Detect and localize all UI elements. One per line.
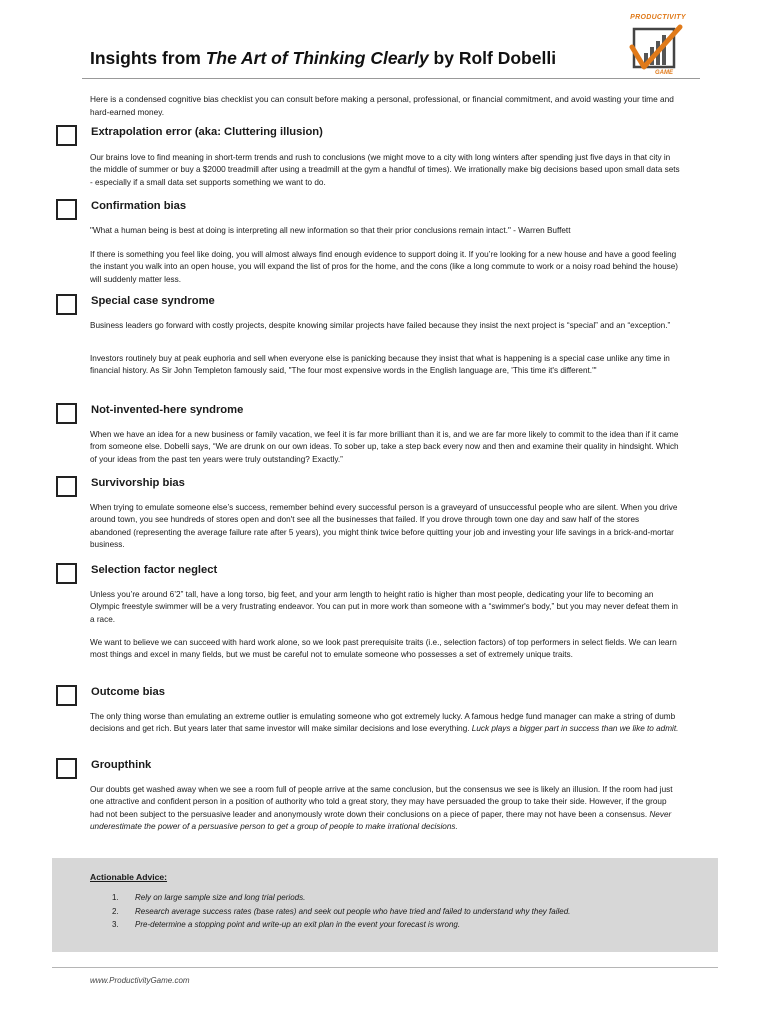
advice-item — [112, 918, 692, 932]
section-paragraph: When we have an idea for a new business or family vacation, we feel it is far more brilliant than it is, and we are far more likely to commit to the idea than if it came from someone else. Dobelli says, “We are drunk on our own ideas. To sober up, take a step back every now and then and examine their quality in hindsight. Which of your ideas from the past ten years were truly outstanding? Exactly.” — [90, 430, 679, 464]
paragraph-italic-tail: Never underestimate the power of a persuasive person to get a group of people to make irrational decisions. — [90, 809, 672, 831]
section-paragraph: Business leaders go forward with costly projects, despite knowing similar projects have failed because they insist the next project is “special” and an “exception.” — [90, 321, 671, 330]
actionable-advice-box — [52, 858, 718, 952]
title-book: The Art of Thinking Clearly — [205, 48, 429, 68]
section-paragraph — [90, 711, 682, 736]
advice-list — [112, 891, 692, 932]
section-paragraph: Investors routinely buy at peak euphoria and sell when everyone else is panicking because they insist that what is happening is a special case unlike any time in financial history. As Sir John Templeton famously said, "The four most expensive words in the English language are, 'This time it's different.'" — [90, 354, 670, 376]
section-paragraph: We want to believe we can succeed with hard work alone, so we look past prerequisite traits (i.e., selection factors) of top performers in select fields. We can learn most things and excel in many fields, but we must be careful not to emulate someone who possesses a set of extremely unique traits. — [90, 638, 677, 660]
productivity-game-logo — [624, 14, 692, 80]
advice-item-number: 2. — [112, 906, 119, 916]
checkbox[interactable] — [56, 563, 77, 584]
checkbox[interactable] — [56, 758, 77, 779]
checkbox[interactable] — [56, 294, 77, 315]
section-title: Groupthink — [91, 759, 152, 771]
title-divider — [82, 78, 700, 79]
checkbox[interactable] — [56, 403, 77, 424]
footer-divider — [52, 967, 718, 968]
advice-item — [112, 905, 692, 919]
paragraph-text: The only thing worse than emulating an extreme outlier is emulating someone who got extremely lucky. A famous hedge fund manager can make a string of dumb decisions and get rich. But years later that same investor will make similar decisions and lose everything. — [90, 712, 676, 734]
title-suffix: by Rolf Dobelli — [428, 48, 557, 68]
advice-item — [112, 891, 692, 905]
section-title: Survivorship bias — [91, 477, 185, 489]
advice-item-text: Research average success rates (base rates) and seek out people who have tried and failed to understand why they failed. — [135, 906, 571, 916]
section-paragraph: Our brains love to find meaning in short-term trends and rush to conclusions (we might move to a city with long winters after spending just five days in that city in the middle of summer or buy a $2000 treadmill after using a treadmill at the gym a handful of times). We irrationally make big decisions based upon small data sets - especially if a small data set supports something we want to do. — [90, 153, 680, 187]
checkbox[interactable] — [56, 685, 77, 706]
logo-brand-bottom: GAME — [655, 70, 673, 76]
logo-brand-top: PRODUCTIVITY — [630, 14, 686, 21]
section-title: Confirmation bias — [91, 200, 187, 212]
section-paragraph: When trying to emulate someone else’s success, remember behind every successful person is a graveyard of unsuccessful people who are silent. When you drive around town, you see hundreds of stores open and don't see all the businesses that failed. If you drove through town one day and saw half of the stores abandoned (representing the average failure rate after 5 years), you might think twice before quitting your job and investing your life savings in a brick-and-mortar business. — [90, 503, 678, 549]
advice-item-number: 3. — [112, 920, 119, 929]
checkbox[interactable] — [56, 476, 77, 497]
paragraph-italic-tail: Luck plays a bigger part in success than we like to admit. — [469, 724, 679, 734]
advice-item-text: Pre-determine a stopping point and write-up an exit plan in the event your forecast is wrong. — [135, 920, 461, 929]
checkmark-chart-icon — [628, 23, 688, 73]
section-title: Selection factor neglect — [91, 564, 218, 576]
page-title — [90, 48, 610, 69]
checkbox[interactable] — [56, 199, 77, 220]
section-paragraph — [90, 784, 682, 833]
checkbox[interactable] — [56, 125, 77, 146]
footer-url[interactable]: www.ProductivityGame.com — [90, 976, 190, 985]
advice-item-text: Rely on large sample size and long trial periods. — [135, 893, 306, 902]
section-title: Outcome bias — [91, 686, 165, 698]
section-quote: "What a human being is best at doing is interpreting all new information so that their prior conclusions remain intact." - Warren Buffett — [90, 226, 571, 235]
section-paragraph: Unless you’re around 6’2” tall, have a long torso, big feet, and your arm length to height ratio is higher than most people, dedicating your life to becoming an Olympic freestyle swimmer will be a very frustrating endeavor. You can put in more work than someone with a “swimmer's body,” but you may never defeat them in a race. — [90, 590, 678, 624]
section-paragraph: If there is something you feel like doing, you will almost always find enough evidence to support doing it. If you’re looking for a new house and have a good feeling the instant you walk into an open house, you will expand the list of pros for the home, and the cons (like a long commute to work or a noisy road behind the house) will suddenly matter less. — [90, 250, 679, 284]
advice-item-number: 1. — [112, 893, 119, 902]
section-title: Extrapolation error (aka: Cluttering illusion) — [91, 126, 323, 138]
intro-text: Here is a condensed cognitive bias checklist you can consult before making a personal, professional, or financial commitment, and avoid wasting your time and hard-earned money. — [90, 94, 674, 117]
advice-title: Actionable Advice: — [90, 872, 168, 882]
section-title: Special case syndrome — [91, 295, 215, 307]
section-title: Not-invented-here syndrome — [91, 404, 244, 416]
paragraph-text: Our doubts get washed away when we see a room full of people arrive at the same conclusion, but the consensus we see is likely an illusion. If the room had just one attractive and confident person in a position of authority who told a great story, they may have persuaded the group to take their side. However, if the group had not been subject to the persuasive leader and anonymously wrote down their conclusions on a piece of paper, there may not have been a consensus. — [90, 785, 673, 819]
title-prefix: Insights from — [90, 48, 206, 68]
